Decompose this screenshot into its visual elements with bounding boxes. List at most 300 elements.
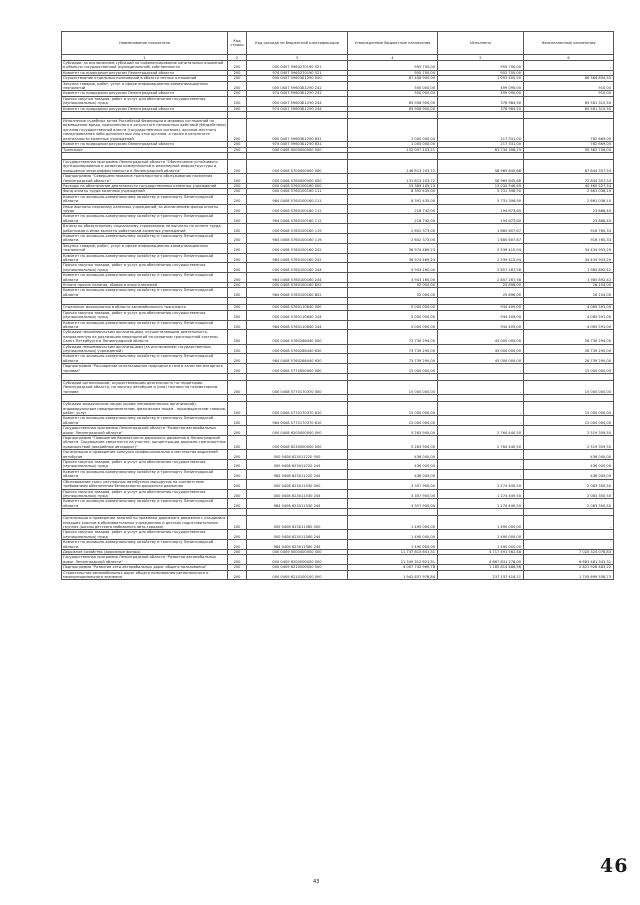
table-row [62, 469, 614, 479]
cell-budget-code: 000 0408 5700000000 000 [247, 159, 348, 173]
cell-budget-code: 000 0408 5770170370 000 [247, 380, 348, 394]
cell-unexecuted: 2 661 036,10 [524, 194, 614, 204]
cell-name: Субсидии, за исключением субсидий на софинансирование капитальных вложений в объекты государственной (муниципальной) собственности [62, 61, 228, 71]
spacer-cell [247, 509, 348, 516]
cell-approved: 1 000 000,00 [348, 119, 438, 142]
cell-approved: 1 490 000,00 [348, 530, 438, 540]
spacer-row [62, 373, 614, 380]
cell-code: 200 [228, 320, 247, 330]
cell-name: Комитет по жилищно-коммунальному хозяйству и транспорту Ленинградской области [62, 288, 228, 298]
cell-approved: 5 000 000,00 [348, 305, 438, 310]
cell-unexecuted: 436 000,00 [524, 450, 614, 460]
spacer-cell [62, 298, 228, 305]
cell-unexecuted: 2 821 928 483,22 [524, 565, 614, 570]
cell-unexecuted: 916 765,33 [524, 234, 614, 244]
cell-name: Комитет по жилищно-коммунальному хозяйству и транспорту Ленинградской области [62, 234, 228, 244]
cell-executed: 25 896,00 [438, 288, 524, 298]
table-row [62, 489, 614, 499]
cell-code: 200 [228, 283, 247, 288]
cell-code: 200 [228, 147, 247, 152]
cell-executed: - [438, 416, 524, 426]
cell-approved: 52 000,00 [348, 288, 438, 298]
spacer-row [62, 112, 614, 119]
cell-approved: 218 742,00 [348, 214, 438, 224]
spacer-cell [438, 395, 524, 402]
cell-budget-code: 000 0408 5760266440 000 [247, 330, 348, 344]
cell-executed: 1 490 000,00 [438, 530, 524, 540]
cell-code: 200 [228, 273, 247, 283]
spacer-cell [524, 298, 614, 305]
cell-executed: 1 685 607,67 [438, 224, 524, 234]
cell-name: Уплата прочих налогов, сборов и иных платежей [62, 283, 228, 288]
cell-unexecuted: - [524, 516, 614, 530]
cell-name: Субсидии некоммерческим организациям, осуществляющим деятельность, направленную на реализацию мероприятий по развитию транспортной системы Санкт-Петербурга и Ленинградской области [62, 330, 228, 344]
cell-approved: 8 392 435,00 [348, 194, 438, 204]
column-number: 2 [228, 55, 247, 61]
cell-budget-code: 000 0408 5760100160 119 [247, 224, 348, 234]
cell-name: Обследование трасс регулярных автобусных маршрутов на соответствие требованиям обеспечения безопасности дорожного движения [62, 479, 228, 489]
cell-budget-code: 000 0408 5760100160 244 [247, 263, 348, 273]
spacer-cell [62, 373, 228, 380]
spacer-cell [524, 152, 614, 159]
cell-approved: 65 958 900,00 [348, 96, 438, 106]
table-row [62, 288, 614, 298]
table-row [62, 416, 614, 426]
cell-executed: - [438, 469, 524, 479]
cell-executed: 378 984,50 [438, 96, 524, 106]
cell-budget-code: 984 0408 5770170370 810 [247, 416, 348, 426]
cell-approved: 955 700,00 [348, 61, 438, 71]
cell-code: 200 [228, 189, 247, 194]
cell-code: 200 [228, 565, 247, 570]
cell-name: Комитет по природным ресурсам Ленинградской области [62, 91, 228, 96]
cell-executed: 5 731 398,90 [438, 189, 524, 194]
table-row [62, 530, 614, 540]
cell-budget-code: 000 0408 623011530 244 [247, 489, 348, 499]
spacer-cell [228, 509, 247, 516]
spacer-cell [524, 373, 614, 380]
cell-name: Транспорт [62, 147, 228, 152]
cell-approved: 53 389 109,23 [348, 183, 438, 188]
cell-approved: 65 958 900,00 [348, 106, 438, 111]
cell-executed: 45 000 000,00 [438, 354, 524, 364]
cell-approved: 73 739 290,00 [348, 330, 438, 344]
cell-code: 200 [228, 305, 247, 310]
cell-code: 200 [228, 204, 247, 214]
cell-budget-code: 000 0408 5760100160 000 [247, 183, 348, 188]
cell-code: 200 [228, 142, 247, 147]
spacer-cell [62, 509, 228, 516]
cell-approved: 3 357 900,00 [348, 479, 438, 489]
cell-budget-code: 000 0408 5760000000 000 [247, 174, 348, 184]
cell-code: 200 [228, 516, 247, 530]
column-number: 6 [524, 55, 614, 61]
table-row [62, 214, 614, 224]
cell-budget-code: 984 0408 5760100160 852 [247, 288, 348, 298]
cell-approved: 15 000 000,00 [348, 416, 438, 426]
cell-code: 200 [228, 194, 247, 204]
cell-executed: 2 857 267,58 [438, 263, 524, 273]
spacer-row [62, 509, 614, 516]
cell-unexecuted: 26 104,00 [524, 288, 614, 298]
cell-code: 200 [228, 469, 247, 479]
cell-approved: 4 943 160,00 [348, 263, 438, 273]
cell-name: Фонд оплаты труда казенных учреждений [62, 189, 228, 194]
spacer-cell [247, 298, 348, 305]
cell-unexecuted: 2 083 350,50 [524, 479, 614, 489]
spacer-cell [348, 373, 438, 380]
cell-executed: 237 137 418,11 [438, 570, 524, 580]
cell-code: 200 [228, 224, 247, 234]
cell-code: 200 [228, 344, 247, 354]
column-number: 1 [62, 55, 228, 61]
cell-approved: 5 283 900,00 [348, 436, 438, 450]
cell-unexecuted: 2 519 359,50 [524, 426, 614, 436]
cell-executed: - [438, 402, 524, 416]
table-row [62, 119, 614, 142]
table-row [62, 402, 614, 416]
cell-approved: 2 602 373,00 [348, 234, 438, 244]
cell-name: Комитет по жилищно-коммунальному хозяйству и транспорту Ленинградской области [62, 540, 228, 550]
cell-approved: 3 357 900,00 [348, 489, 438, 499]
cell-unexecuted: 7 020 324 078,83 [524, 549, 614, 554]
cell-unexecuted: 436 000,00 [524, 469, 614, 479]
cell-name: Прочая закупка товаров, работ и услуг для обеспечения государственных (муниципальных) нужд [62, 310, 228, 320]
spacer-cell [438, 152, 524, 159]
cell-unexecuted: 910,00 [524, 91, 614, 96]
spacer-cell [524, 112, 614, 119]
spacer-cell [247, 152, 348, 159]
table-row [62, 224, 614, 234]
cell-budget-code: 000 0407 59603Б1290 244 [247, 96, 348, 106]
spacer-cell [524, 509, 614, 516]
cell-approved: 67 458 900,00 [348, 76, 438, 81]
cell-unexecuted: 65 581 315,50 [524, 96, 614, 106]
table-row [62, 263, 614, 273]
cell-budget-code: 974 0407 5960270190 521 [247, 70, 348, 75]
cell-budget-code: 000 0408 5760100160 112 [247, 204, 348, 214]
cell-unexecuted: - [524, 70, 614, 75]
cell-unexecuted: 910,00 [524, 81, 614, 91]
cell-budget-code: 000 0408 5770000000 000 [247, 364, 348, 374]
cell-executed: 1 490 000,00 [438, 540, 524, 550]
header-unexecuted: Неисполненные назначения [524, 32, 614, 55]
cell-executed: 4 667 831 278,00 [438, 555, 524, 565]
cell-code: 200 [228, 416, 247, 426]
cell-approved: 2 602 373,00 [348, 224, 438, 234]
cell-executed: 2 764 440,50 [438, 426, 524, 436]
cell-executed: 499 090,00 [438, 81, 524, 91]
spacer-cell [348, 112, 438, 119]
cell-executed: - [438, 380, 524, 394]
cell-unexecuted: 23 868,40 [524, 214, 614, 224]
cell-executed: 58 969 845,68 [438, 159, 524, 173]
table-row [62, 81, 614, 91]
cell-name: Комитет по жилищно-коммунальному хозяйству и транспорту Ленинградской области [62, 273, 228, 283]
cell-name: Комитет по жилищно-коммунальному хозяйству и транспорту Ленинградской области [62, 416, 228, 426]
spacer-cell [438, 298, 524, 305]
cell-budget-code: 000 0408 5760100160 242 [247, 243, 348, 253]
cell-name: Расходы на обеспечение деятельности государственных казенных учреждений [62, 183, 228, 188]
cell-approved: 36 974 469,23 [348, 253, 438, 263]
cell-budget-code: 000 0409 6210100100 000 [247, 570, 348, 580]
spacer-cell [228, 152, 247, 159]
table-row [62, 540, 614, 550]
cell-unexecuted: 2 661 036,10 [524, 189, 614, 194]
cell-approved: 218 742,00 [348, 204, 438, 214]
cell-unexecuted: 15 000 000,00 [524, 402, 614, 416]
cell-name: Строительство автомобильных дорог общего пользования регионального и межмуниципального значения [62, 570, 228, 580]
spacer-cell [348, 395, 438, 402]
cell-budget-code: 984 0408 5760100160 112 [247, 214, 348, 224]
spacer-cell [228, 298, 247, 305]
spacer-row [62, 395, 614, 402]
cell-executed: 194 873,60 [438, 214, 524, 224]
header-code: Код строки [228, 32, 247, 55]
cell-approved: 11 349 312 621,31 [348, 555, 438, 565]
cell-unexecuted: 1 985 892,42 [524, 273, 614, 283]
cell-approved: 500 000,00 [348, 91, 438, 96]
cell-unexecuted: - [524, 530, 614, 540]
cell-code: 200 [228, 330, 247, 344]
handwritten-page-stamp: 46 [600, 855, 629, 877]
cell-code: 200 [228, 499, 247, 509]
cell-executed: 25 896,00 [438, 283, 524, 288]
cell-unexecuted: 782 669,00 [524, 119, 614, 142]
cell-budget-code: 000 0407 59603Б1290 831 [247, 119, 348, 142]
cell-executed: - [438, 450, 524, 460]
cell-name: Закупка товаров, работ, услуг в сфере информационно-коммуникационных технологий [62, 81, 228, 91]
cell-unexecuted: 34 434 953,29 [524, 243, 614, 253]
cell-code: 200 [228, 70, 247, 75]
table-row [62, 570, 614, 580]
spacer-cell [348, 152, 438, 159]
table-row [62, 380, 614, 394]
cell-code: 200 [228, 96, 247, 106]
cell-code: 200 [228, 106, 247, 111]
table-header-row [62, 32, 614, 55]
cell-code: 200 [228, 310, 247, 320]
cell-name: Комитет по жилищно-коммунальному хозяйству и транспорту Ленинградской области [62, 194, 228, 204]
cell-unexecuted: 72 844 357,54 [524, 174, 614, 184]
cell-approved: 11 737 815 641,31 [348, 549, 438, 554]
cell-budget-code: 000 0408 5760110640 244 [247, 310, 348, 320]
cell-code: 200 [228, 263, 247, 273]
table-body [62, 61, 614, 580]
cell-executed: 378 984,50 [438, 106, 524, 111]
spacer-cell [228, 373, 247, 380]
cell-name: Организация и проведение конкурса профессионального мастерства водителей автобусов [62, 450, 228, 460]
spacer-cell [524, 395, 614, 402]
cell-approved: 152 097 103,21 [348, 147, 438, 152]
cell-name: Подпрограмма "Расширение использования природного газа в качестве моторного топлива" [62, 364, 228, 374]
cell-budget-code: 000 0407 59603Б1290 242 [247, 81, 348, 91]
cell-unexecuted: 4 065 591,00 [524, 310, 614, 320]
cell-name: Дорожное хозяйство (дорожные фонды) [62, 549, 228, 554]
cell-approved: 436 000,00 [348, 469, 438, 479]
spacer-cell [438, 373, 524, 380]
cell-budget-code: 984 0408 5760100160 111 [247, 194, 348, 204]
cell-unexecuted: 2 519 359,50 [524, 436, 614, 450]
cell-code: 200 [228, 81, 247, 91]
cell-name: Комитет по жилищно-коммунальному хозяйству и транспорту Ленинградской области [62, 354, 228, 364]
cell-approved: 5 000 000,00 [348, 320, 438, 330]
cell-budget-code: 000 0407 59603Б1290 000 [247, 76, 348, 81]
cell-executed: 1 274 449,50 [438, 479, 524, 489]
cell-code: 200 [228, 183, 247, 188]
cell-approved: 1 000 000,00 [348, 142, 438, 147]
table-row [62, 194, 614, 204]
cell-executed: 217 331,00 [438, 119, 524, 142]
cell-budget-code: 000 0408 5760100160 852 [247, 283, 348, 288]
cell-unexecuted: 28 739 290,00 [524, 344, 614, 354]
table-row [62, 330, 614, 344]
cell-executed: 1 093 405,50 [438, 76, 524, 81]
cell-name: Прочая закупка товаров, работ и услуг для обеспечения государственных (муниципальных) нужд [62, 460, 228, 470]
cell-name: Прочая закупка товаров, работ и услуг для обеспечения государственных (муниципальных) нужд [62, 530, 228, 540]
table-row [62, 273, 614, 283]
header-approved: Утвержденные бюджетные назначения [348, 32, 438, 55]
cell-name: Комитет по жилищно-коммунальному хозяйству и транспорту Ленинградской области [62, 499, 228, 509]
cell-name: Отдельные мероприятия в области автомобильного транспорта [62, 305, 228, 310]
cell-code: 200 [228, 380, 247, 394]
cell-code: 200 [228, 436, 247, 450]
table-row [62, 450, 614, 460]
cell-name: Иные выплаты персоналу казенных учреждений, за исключением фонда оплаты труда [62, 204, 228, 214]
cell-name: Государственная программа Ленинградской области "Обеспечение устойчивого функционирования и развития коммунальной и инженерной инфраструктуры и повышение энергоэффективности в Ленинградской области" [62, 159, 228, 173]
table-row [62, 96, 614, 106]
cell-code: 200 [228, 234, 247, 244]
cell-budget-code: 000 0408 5760266440 630 [247, 344, 348, 354]
spacer-cell [247, 373, 348, 380]
cell-code: 200 [228, 570, 247, 580]
table-row [62, 253, 614, 263]
cell-name: Прочая закупка товаров, работ и услуг для обеспечения государственных (муниципальных) нужд [62, 489, 228, 499]
cell-unexecuted: 15 000 000,00 [524, 416, 614, 426]
cell-budget-code: 984 0408 623011220 244 [247, 469, 348, 479]
cell-approved: 436 000,00 [348, 450, 438, 460]
spacer-row [62, 152, 614, 159]
cell-approved: 146 813 203,72 [348, 159, 438, 173]
cell-approved: 52 000,00 [348, 283, 438, 288]
cell-executed: - [438, 460, 524, 470]
cell-unexecuted: - [524, 61, 614, 71]
spacer-cell [62, 395, 228, 402]
cell-approved: 500 000,00 [348, 81, 438, 91]
cell-executed: 955 700,00 [438, 70, 524, 75]
cell-code: 200 [228, 174, 247, 184]
header-budget-code: Код расхода по бюджетной классификации [247, 32, 348, 55]
cell-name: Субсидии некоммерческим организациям (за исключением государственных (муниципальных) учреждений) [62, 344, 228, 354]
cell-budget-code: 000 0408 623011580 244 [247, 530, 348, 540]
cell-unexecuted: 23 868,40 [524, 204, 614, 214]
cell-executed: 955 700,00 [438, 61, 524, 71]
cell-name: Прочая закупка товаров, работ и услуг для обеспечения государственных (муниципальных) нужд [62, 96, 228, 106]
cell-code: 200 [228, 450, 247, 460]
spacer-cell [247, 395, 348, 402]
cell-name: Государственная программа Ленинградской области "Развитие автомобильных дорог Ленинградской области" [62, 426, 228, 436]
spacer-cell [228, 395, 247, 402]
cell-executed: 2 539 415,94 [438, 243, 524, 253]
cell-budget-code: 000 0408 6230000000 000 [247, 436, 348, 450]
cell-budget-code: 000 0409 6210000000 000 [247, 565, 348, 570]
cell-code: 200 [228, 540, 247, 550]
cell-code: 200 [228, 402, 247, 416]
cell-approved: 5 283 900,00 [348, 426, 438, 436]
cell-executed: 934 409,00 [438, 305, 524, 310]
cell-executed: 1 185 814 486,56 [438, 565, 524, 570]
cell-name: Комитет по жилищно-коммунальному хозяйству и транспорту Ленинградской области [62, 214, 228, 224]
table-row [62, 204, 614, 214]
cell-unexecuted: 66 364 894,50 [524, 76, 614, 81]
table-row [62, 516, 614, 530]
cell-unexecuted: - [524, 540, 614, 550]
cell-approved: 15 000 000,00 [348, 380, 438, 394]
cell-code: 200 [228, 460, 247, 470]
table-row [62, 320, 614, 330]
cell-executed: 2 857 267,58 [438, 273, 524, 283]
cell-name: Комитет по жилищно-коммунальному хозяйству и транспорту Ленинградской области [62, 253, 228, 263]
cell-name: Комитет по природным ресурсам Ленинградской области [62, 106, 228, 111]
spacer-cell [438, 509, 524, 516]
cell-budget-code: 000 0408 623011220 244 [247, 460, 348, 470]
page-number: 43 [313, 879, 320, 885]
cell-budget-code: 974 0407 59603Б1290 831 [247, 142, 348, 147]
spacer-cell [348, 509, 438, 516]
cell-unexecuted: 40 460 527,54 [524, 183, 614, 188]
cell-executed: 13 034 546,69 [438, 183, 524, 188]
spacer-cell [228, 112, 247, 119]
cell-budget-code: 000 0408 623011530 000 [247, 479, 348, 489]
header-name: Наименование показателя [62, 32, 228, 55]
cell-executed: 1 685 607,67 [438, 234, 524, 244]
cell-budget-code: 000 0409 0000000000 000 [247, 549, 348, 554]
spacer-row [62, 298, 614, 305]
table-row [62, 436, 614, 450]
cell-unexecuted: 916 765,33 [524, 224, 614, 234]
cell-code: 200 [228, 76, 247, 81]
cell-approved: 4 943 160,00 [348, 273, 438, 283]
cell-budget-code: 000 0408 5770170370 810 [247, 402, 348, 416]
column-number: 3 [247, 55, 348, 61]
table-row [62, 555, 614, 565]
cell-budget-code: 984 0408 623011580 244 [247, 540, 348, 550]
table-row [62, 354, 614, 364]
cell-code: 200 [228, 61, 247, 71]
cell-unexecuted: 26 104,00 [524, 283, 614, 288]
cell-approved: 436 000,00 [348, 460, 438, 470]
cell-unexecuted: 15 000 000,00 [524, 380, 614, 394]
cell-name: Подпрограмма "Повышение безопасности дорожного движения в Ленинградской области. Сокращение смертности на участке, концентрации дорожно-транспортных происшествий (аварийных автодорог)" [63, 436, 226, 449]
cell-executed: 194 873,60 [438, 204, 524, 214]
cell-name: Субсидии организациям, осуществляющим деятельность на территории Ленинградской области, на закупку автобусов и (или) техники на газомоторном топливе [62, 380, 228, 394]
cell-code: 200 [228, 119, 247, 142]
cell-executed: 1 490 000,00 [438, 516, 524, 530]
cell-executed: 5 731 398,90 [438, 194, 524, 204]
cell-approved: 5 000 000,00 [348, 310, 438, 320]
cell-unexecuted: 1 705 699 558,73 [524, 570, 614, 580]
cell-code: 200 [228, 364, 247, 374]
cell-unexecuted: 1 985 892,42 [524, 263, 614, 273]
cell-name: Подпрограмма "Совершенствование транспортного обслуживания населения Ленинградской области" [62, 174, 228, 184]
cell-executed: 2 539 415,94 [438, 253, 524, 263]
cell-approved: 15 000 000,00 [348, 402, 438, 416]
cell-executed: 61 734 396,19 [438, 147, 524, 152]
header-executed: Исполнено [438, 32, 524, 55]
cell-approved: 73 739 290,00 [348, 354, 438, 364]
cell-budget-code: 974 0407 59603Б1290 244 [247, 106, 348, 111]
cell-name: Исполнение судебных актов Российской Федерации и мировых соглашений по возмещению вреда, причиненного в результате незаконных действий (бездействия) органов государственной власти (государственных органов), органов местного самоуправления либо должностных лиц этих органов, а также в результате деятельности казенных учреждений [63, 119, 226, 141]
